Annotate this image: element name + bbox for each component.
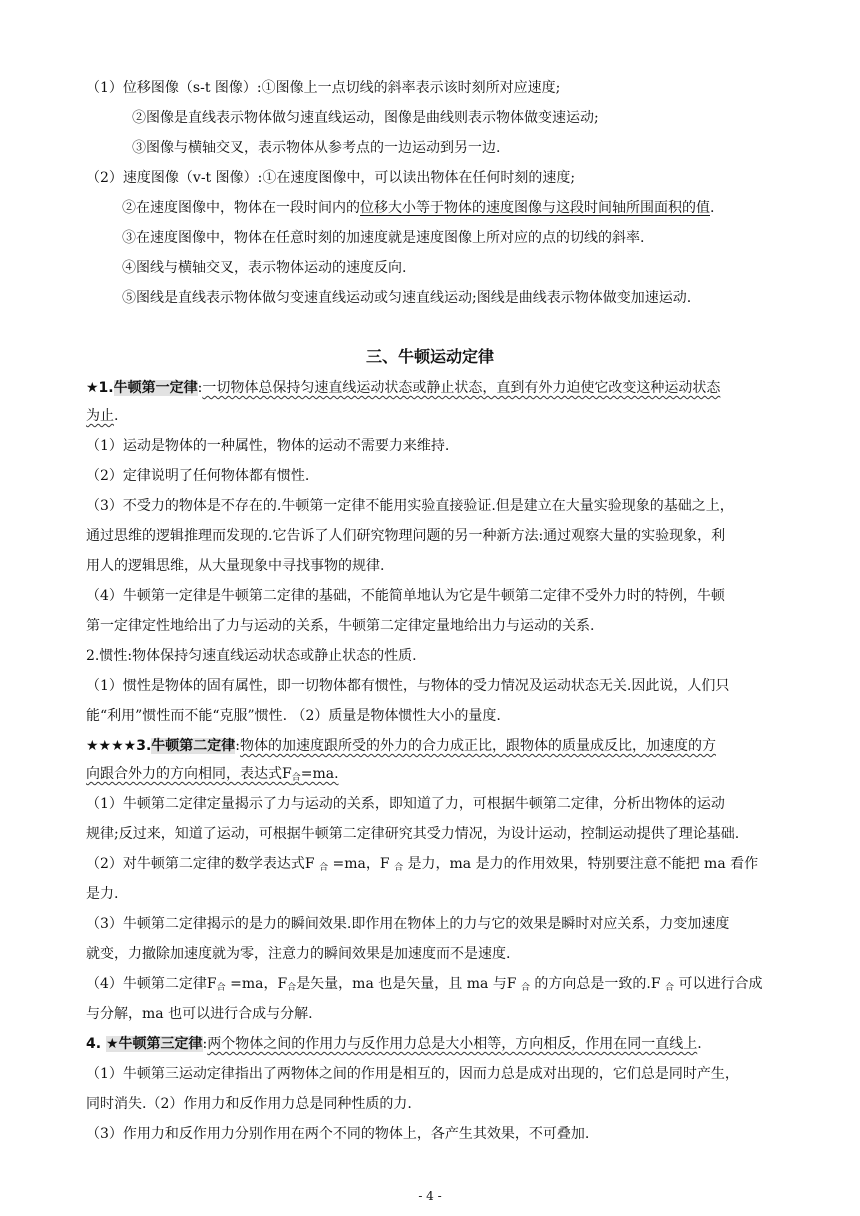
law2-statement: 物体的加速度跟所受的外力的合力成正比，跟物体的质量成反比，加速度的方 <box>239 738 716 754</box>
subscript: 合 <box>394 863 404 873</box>
text-line <box>86 764 339 788</box>
text-line: 是力. <box>86 886 119 902</box>
text-line: （1）惯性是物体的固有属性，即一切物体都有惯性，与物体的受力情况及运动状态无关.因此说，人们只 <box>86 678 730 694</box>
text-line: 第一定律定性地给出了力与运动的关系，牛顿第二定律定量地给出力与运动的关系. <box>86 618 595 634</box>
law3-heading <box>86 1034 702 1054</box>
text-span: 向跟合外力的方向相同，表达式F <box>86 766 292 782</box>
underlined-text: 位移大小等于物体的速度图像与这段时间轴所围面积的值 <box>360 200 710 216</box>
text-span: : <box>202 1036 208 1052</box>
law3-statement: 两个物体之间的作用力与反作用力总是大小相等，方向相反，作用在同一直线上 <box>207 1036 698 1052</box>
subscript: 合 <box>291 773 301 783</box>
text-line: （4）牛顿第一定律是牛顿第二定律的基础，不能简单地认为它是牛顿第二定律不受外力时的特例，牛顿 <box>86 588 725 604</box>
text-line: （3）不受力的物体是不存在的.牛顿第一定律不能用实验直接验证.但是建立在大量实验现象的基础之上， <box>86 498 734 514</box>
page-number: - 4 - <box>418 1189 442 1203</box>
text-span: . <box>697 1036 702 1052</box>
subscript: 合 <box>520 983 530 993</box>
text-line: 与分解，ma 也可以进行合成与分解. <box>86 1006 313 1022</box>
text-span: （4）牛顿第二定律F <box>86 976 217 992</box>
text-line: （3）作用力和反作用力分别作用在两个不同的物体上，各产生其效果，不可叠加. <box>86 1126 590 1142</box>
text-line: 能“利用”惯性而不能“克服”惯性. （2）质量是物体惯性大小的量度. <box>86 708 501 724</box>
law1-statement: 一切物体总保持匀速直线运动状态或静止状态，直到有外力迫使它改变这种运动状态 <box>202 380 721 396</box>
text-span: =ma，F <box>225 976 288 992</box>
section-title: 三、牛顿运动定律 <box>365 347 494 366</box>
text-line: 就变，力撤除加速度就为零，注意力的瞬间效果是加速度而不是速度. <box>86 946 511 962</box>
text-line: ④图线与横轴交叉，表示物体运动的速度反向. <box>122 260 407 276</box>
text-line: （1）牛顿第三运动定律指出了两物体之间的作用是相互的，因而力总是成对出现的，它们总是同时产生， <box>86 1066 739 1082</box>
subscript: 合 <box>665 983 675 993</box>
text-line <box>86 854 758 878</box>
text-line: ③图像与横轴交叉，表示物体从参考点的一边运动到另一边. <box>132 140 501 156</box>
text-line: 通过思维的逻辑推理而发现的.它告诉了人们研究物理问题的另一种新方法:通过观察大量的实验现象，利 <box>86 528 726 544</box>
text-span: （2）对牛顿第二定律的数学表达式F <box>86 856 320 872</box>
text-line: （2）速度图像（v-t 图像）:①在速度图像中，可以读出物体在任何时刻的速度; <box>86 170 576 186</box>
text-line: 2.惯性:物体保持匀速直线运动状态或静止状态的性质. <box>86 648 417 664</box>
text-span: 是力，ma 是力的作用效果，特别要注意不能把 ma 看作 <box>403 856 759 872</box>
text-line <box>86 974 763 998</box>
text-span: . <box>710 200 715 216</box>
law1-name: 牛顿第一定律 <box>113 380 198 396</box>
text-span: : <box>235 738 240 754</box>
text-span: ②在速度图像中，物体在一段时间内的 <box>122 200 360 216</box>
law3-prefix: 4. <box>86 1036 106 1052</box>
law3-name: ★牛顿第三定律 <box>105 1036 203 1052</box>
text-span: . <box>114 408 119 424</box>
text-span: =ma. <box>300 766 339 782</box>
law1-prefix: ★1. <box>86 380 114 396</box>
text-line: （2）定律说明了任何物体都有惯性. <box>86 468 310 484</box>
text-line: （1）牛顿第二定律定量揭示了力与运动的关系，即知道了力，可根据牛顿第二定律，分析出物体的运动 <box>86 796 725 812</box>
text-line <box>122 198 714 218</box>
law2-heading <box>86 736 716 756</box>
text-span: : <box>197 380 203 396</box>
text-line: （1）位移图像（s-t 图像）:①图像上一点切线的斜率表示该时刻所对应速度; <box>86 80 561 96</box>
law2-statement-cont <box>86 766 339 782</box>
subscript: 合 <box>319 863 329 873</box>
text-line: ⑤图线是直线表示物体做匀变速直线运动或匀速直线运动;图线是曲线表示物体做变加速运动. <box>122 290 692 306</box>
text-line: （1）运动是物体的一种属性，物体的运动不需要力来维持. <box>86 438 450 454</box>
text-line: 用人的逻辑思维，从大量现象中寻找事物的规律. <box>86 558 385 574</box>
text-line: 规律;反过来，知道了运动，可根据牛顿第二定律研究其受力情况，为设计运动，控制运动提供了理论基础. <box>86 826 740 842</box>
law2-prefix: ★★★★3. <box>86 738 152 754</box>
text-line: 同时消失.（2）作用力和反作用力总是同种性质的力. <box>86 1096 412 1112</box>
text-span: =ma，F <box>328 856 395 872</box>
subscript: 合 <box>216 983 226 993</box>
text-line: ③在速度图像中，物体在任意时刻的加速度就是速度图像上所对应的点的切线的斜率. <box>122 230 645 246</box>
law1-heading <box>86 378 720 398</box>
subscript: 合 <box>287 983 297 993</box>
text-span: 的方向总是一致的.F <box>529 976 666 992</box>
text-line: ②图像是直线表示物体做匀速直线运动，图像是曲线则表示物体做变速运动; <box>132 110 599 126</box>
text-span: 可以进行合成 <box>674 976 763 992</box>
text-line <box>86 406 118 426</box>
text-line: （3）牛顿第二定律揭示的是力的瞬间效果.即作用在物体上的力与它的效果是瞬时对应关系，力变加速度 <box>86 916 730 932</box>
law1-statement-cont: 为止 <box>86 408 114 424</box>
text-span: 是矢量，ma 也是矢量，且 ma 与F <box>296 976 521 992</box>
law2-name: 牛顿第二定律 <box>151 738 236 754</box>
